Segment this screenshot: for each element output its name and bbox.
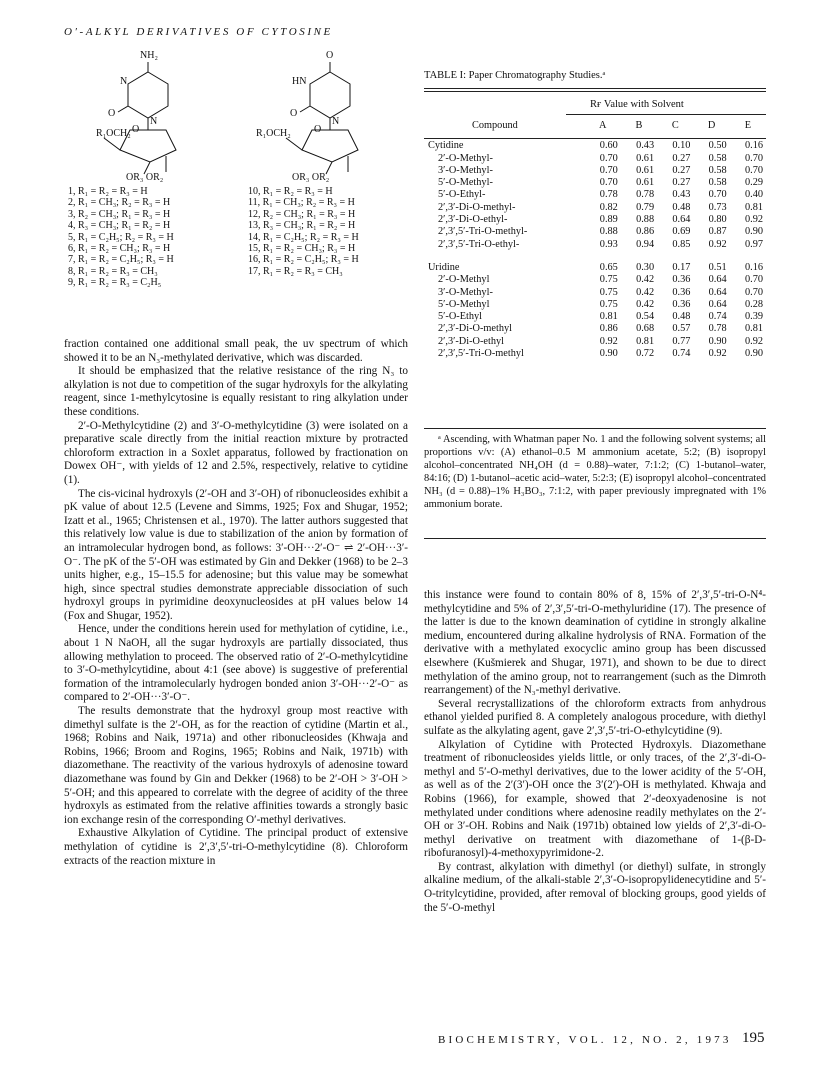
- table-top-rule: [424, 88, 766, 89]
- compound-entry: 3, R₂ = CH₃; R₁ = R₃ = H: [68, 208, 171, 220]
- rf-value-cell: 0.17: [672, 261, 691, 273]
- compound-name-cell: 5′-O-Methyl: [438, 298, 490, 310]
- compound-name-cell: 2′,3′-Di-O-ethyl: [438, 335, 504, 347]
- compound-name-cell: 2′,3′,5′-Tri-O-ethyl-: [438, 238, 520, 250]
- table-group-uridine: [424, 262, 766, 360]
- rf-value-cell: 0.54: [636, 311, 655, 323]
- table-row: [424, 189, 766, 201]
- journal-footer: BIOCHEMISTRY, VOL. 12, NO. 2, 1973: [438, 1034, 732, 1046]
- carbonyl-o-label: O: [108, 108, 116, 119]
- table-row: [424, 214, 766, 226]
- rf-value-cell: 0.27: [672, 152, 691, 164]
- rf-value-cell: 0.43: [636, 140, 655, 152]
- compound-name-cell: 2′,3′-Di-O-methyl: [438, 323, 512, 335]
- rf-value-cell: 0.80: [708, 214, 727, 226]
- rf-value-cell: 0.81: [744, 323, 763, 335]
- rf-value-cell: 0.70: [744, 164, 763, 176]
- table-row: [424, 262, 766, 274]
- rf-value-cell: 0.69: [672, 226, 691, 238]
- rf-value-cell: 0.78: [599, 189, 618, 201]
- page-number: 195: [742, 1030, 765, 1046]
- data-table: [424, 120, 766, 360]
- rf-value-cell: 0.61: [636, 152, 655, 164]
- paragraph: Several recrystallizations of the chloroform extracts from anhydrous ethanol yielded purified 8. A completely analogous procedure, with diethyl sulfate as the alkylating agent, gave 2′,3′,5′-tri-O-ethylcytidine (9).: [424, 697, 766, 737]
- carbonyl-top-label: O: [326, 50, 334, 61]
- rf-value-cell: 0.73: [708, 201, 727, 213]
- col-header: D: [707, 120, 716, 131]
- compound-name-cell: 2′,3′,5′-Tri-O-methyl: [438, 348, 524, 360]
- rf-value-cell: 0.70: [744, 286, 763, 298]
- table-row: [424, 348, 766, 360]
- compound-entry: 14, R₁ = C₂H₅; R₂ = R₃ = H: [248, 231, 359, 243]
- rf-value-cell: 0.64: [708, 298, 727, 310]
- carbonyl-o-label: O: [290, 108, 298, 119]
- compound-entry: 17, R₁ = R₂ = R₃ = CH₃: [248, 265, 343, 277]
- rf-value-cell: 0.61: [636, 164, 655, 176]
- compound-entry: 13, R₃ = CH₃; R₁ = R₂ = H: [248, 220, 356, 232]
- table-row: [424, 153, 766, 165]
- rf-value-cell: 0.68: [636, 323, 655, 335]
- ring-o-label: O: [132, 124, 140, 135]
- paragraph: The results demonstrate that the hydroxyl group most reactive with dimethyl sulfate is the 2′-OH, as for the reaction of cytidine (Martin et al., 1968; Robins and Naik, 1971a) and other ribonucleosides (Khwaja and Robins, 1966; Broom and Rogins, 1965; Robins and Naik, 1971b) with diazomethane. The reactivity of the various hydroxyls of adenosine toward diazomethane was found by Gin and Dekker (1968) to be 2′-OH > 3′-OH > 5′-OH; and this appeared to correlate with the degree of acidity of the three hydroxyls as estimated from the relative affinities towards a strongly basic ion exchange resin of the corresponding O′-methyl derivatives.: [64, 705, 408, 826]
- table-row: [424, 299, 766, 311]
- rf-value-cell: 0.58: [708, 164, 727, 176]
- rf-value-cell: 0.85: [672, 238, 691, 250]
- rf-value-cell: 0.75: [599, 286, 618, 298]
- table-title: TABLE I: Paper Chromatography Studies.ᵃ: [424, 70, 606, 81]
- rf-value-cell: 0.74: [672, 348, 691, 360]
- rf-value-cell: 0.81: [636, 335, 655, 347]
- rf-value-cell: 0.97: [744, 238, 763, 250]
- compound-entry: 9, R₁ = R₂ = R₃ = C₂H₅: [68, 277, 162, 289]
- rf-value-cell: 0.72: [636, 348, 655, 360]
- compound-entry: 1, R₁ = R₂ = R₃ = H: [68, 186, 148, 197]
- paragraph: Hence, under the conditions herein used for methylation of cytidine, i.e., about 1 N NaOH, all the sugar hydroxyls are partially dissociated, thus allowing methylation to proceed. The observed ratio of 2′-O-methylcytidine to 3′-O-methylcytidine, about 4:1 (see above) is suggestive of preferential formation of the intramolecularly hydrogen bonded anion 3′-OH···2′-O⁻ as compared to 2′-OH···3′-O⁻.: [64, 623, 408, 704]
- rf-value-cell: 0.81: [744, 201, 763, 213]
- ring-nh-label: HN: [292, 76, 307, 87]
- rf-value-cell: 0.10: [672, 140, 691, 152]
- rf-value-cell: 0.64: [672, 214, 691, 226]
- compound-name-cell: 3′-O-Methyl-: [438, 164, 493, 176]
- paragraph: fraction contained one additional small peak, the uv spectrum of which showed it to be an N₃-methylated derivative, which was discarded.: [64, 338, 408, 364]
- rf-value-cell: 0.90: [744, 348, 763, 360]
- rf-value-cell: 0.94: [636, 238, 655, 250]
- running-header: O′-ALKYL DERIVATIVES OF CYTOSINE: [64, 26, 333, 38]
- right-compound-list: [248, 186, 359, 277]
- footnote-bottom-rule: [424, 538, 766, 539]
- rf-value-cell: 0.36: [672, 274, 691, 286]
- rf-value-cell: 0.92: [708, 238, 727, 250]
- rf-value-cell: 0.79: [636, 201, 655, 213]
- rf-value-cell: 0.40: [744, 189, 763, 201]
- table-top-rule-2: [424, 91, 766, 92]
- rf-value-cell: 0.48: [672, 201, 691, 213]
- rf-value-cell: 0.70: [599, 152, 618, 164]
- rf-value-cell: 0.57: [672, 323, 691, 335]
- compound-entry: 11, R₁ = CH₃; R₂ = R₃ = H: [248, 197, 355, 209]
- rf-value-cell: 0.92: [599, 335, 618, 347]
- right-column-text: [424, 589, 766, 915]
- rf-group-header: Rғ Value with Solvent: [590, 99, 684, 110]
- rf-value-cell: 0.88: [599, 226, 618, 238]
- rf-value-cell: 0.93: [599, 238, 618, 250]
- compound-name-cell: 2′-O-Methyl-: [438, 152, 493, 164]
- rf-value-cell: 0.51: [708, 261, 727, 273]
- rf-value-cell: 0.58: [708, 177, 727, 189]
- right-sugar-labels: OR₃ OR₂: [292, 172, 330, 183]
- rf-value-cell: 0.78: [636, 189, 655, 201]
- rf-value-cell: 0.70: [744, 152, 763, 164]
- table-row: [424, 274, 766, 286]
- compound-name-cell: 2′,3′,5′-Tri-O-methyl-: [438, 226, 528, 238]
- compound-name-cell: 5′-O-Ethyl-: [438, 189, 486, 201]
- rf-value-cell: 0.27: [672, 177, 691, 189]
- compound-entry: 7, R₁ = R₂ = C₂H₅; R₃ = H: [68, 254, 174, 266]
- rf-value-cell: 0.77: [672, 335, 691, 347]
- table-row: [424, 287, 766, 299]
- rf-value-cell: 0.30: [636, 261, 655, 273]
- rf-value-cell: 0.86: [636, 226, 655, 238]
- table-row: [424, 311, 766, 323]
- paragraph: 2′-O-Methylcytidine (2) and 3′-O-methylcytidine (3) were isolated on a preparative scale directly from the initial reaction mixture by protracted chloroform extraction in a Soxlet apparatus, followed by fractionation on Dowex OH⁻, with yields of 12 and 2.5%, respectively, relative to cytidine (1).: [64, 419, 408, 486]
- compound-name-cell: 2′,3′-Di-O-ethyl-: [438, 214, 508, 226]
- table-row: [424, 226, 766, 238]
- table-row: [424, 336, 766, 348]
- rf-value-cell: 0.70: [708, 189, 727, 201]
- paragraph: Exhaustive Alkylation of Cytidine. The principal product of extensive methylation of cytidine is 2′,3′,5′-tri-O-methylcytidine (8). Chloroform extracts of the reaction mixture in: [64, 827, 408, 867]
- compound-name-cell: 5′-O-Methyl-: [438, 177, 493, 189]
- compound-name-cell: 2′,3′-Di-O-methyl-: [438, 201, 516, 213]
- paragraph: By contrast, alkylation with dimethyl (or diethyl) sulfate, in strongly alkaline medium, of the alkali-stable 2′,3′-O-isopropylidenecytidine and 5′-O-tritylcytidine, provided, after removal of blocking groups, good yields of the 5′-O-methyl: [424, 860, 766, 914]
- rf-value-cell: 0.81: [599, 311, 618, 323]
- table-header-row: [424, 120, 766, 132]
- compound-name-cell: 2′-O-Methyl: [438, 274, 490, 286]
- rf-value-cell: 0.61: [636, 177, 655, 189]
- rf-value-cell: 0.70: [599, 164, 618, 176]
- table-row: [424, 202, 766, 214]
- left-substituent-label: R₁OCH₂: [96, 128, 131, 139]
- table-row: [424, 140, 766, 152]
- rf-value-cell: 0.64: [708, 274, 727, 286]
- table-footnote: ᵃ Ascending, with Whatman paper No. 1 and the following solvent systems; all proportions v/v: (A) ethanol–0.5 M ammonium acetate, 5:2; (B) isopropyl alcohol–concentrated NH₄OH (d = 0.88)–water, 7:1:2; (C) 1-butanol–water, 84:16; (D) 1-butanol–acetic acid–water, 5:2:3; (E) isopropyl alcohol–concentrated NH₃ (d = 0.88)–1% H₃BO₃, 7:1:2, with paper previously impregnated with 1% ammonium borate.: [424, 434, 766, 510]
- col-header: C: [671, 120, 679, 131]
- rf-value-cell: 0.75: [599, 274, 618, 286]
- paragraph: this instance were found to contain 80% of 8, 15% of 2′,3′,5′-tri-O-N⁴-methylcytidine and 5% of 2′,3′,5′-tri-O-methyluridine (17). The presence of the latter is due to the known deamination of cytidine in strongly alkaline medium, encountered during alkaline hydrolysis of RNA. Formation of the derivative with a methylated exocyclic amino group has been discussed elsewhere (Kušmierek and Shugar, 1971), and shown to be due to direct methylation of the amino group, not to rearrangement (such as the Dimroth rearrangement) of the N₃-methyl derivative.: [424, 589, 766, 697]
- compound-entry: 5, R₁ = C₂H₅; R₂ = R₃ = H: [68, 231, 174, 243]
- amino-label: NH₂: [140, 50, 158, 61]
- left-sugar-labels: OR₃ OR₂: [126, 172, 164, 183]
- ring-n2-label: N: [332, 116, 340, 127]
- col-header: E: [744, 120, 751, 131]
- rf-value-cell: 0.70: [599, 177, 618, 189]
- compound-entry: 12, R₂ = CH₃; R₁ = R₃ = H: [248, 208, 356, 220]
- rf-value-cell: 0.88: [636, 214, 655, 226]
- compound-name-cell: Cytidine: [428, 140, 464, 152]
- right-substituent-label: R₁OCH₂: [256, 128, 291, 139]
- compound-entry: 2, R₁ = CH₃; R₂ = R₃ = H: [68, 197, 171, 209]
- table-row: [424, 165, 766, 177]
- rf-value-cell: 0.75: [599, 298, 618, 310]
- rf-value-cell: 0.86: [599, 323, 618, 335]
- rf-value-cell: 0.92: [744, 214, 763, 226]
- rf-value-cell: 0.27: [672, 164, 691, 176]
- table-row: [424, 177, 766, 189]
- rf-value-cell: 0.39: [744, 311, 763, 323]
- compound-entry: 16, R₁ = R₂ = C₂H₅; R₃ = H: [248, 254, 359, 266]
- ring-n2-label: N: [150, 116, 158, 127]
- rf-value-cell: 0.87: [708, 226, 727, 238]
- rf-value-cell: 0.92: [744, 335, 763, 347]
- rf-value-cell: 0.90: [744, 226, 763, 238]
- paragraph: The cis-vicinal hydroxyls (2′-OH and 3′-OH) of ribonucleosides exhibit a pK value of about 12.5 (Levene and Simms, 1925; Fox and Shugar, 1952; Izatt et al., 1965; Christensen et al., 1970). The latter authors suggested that this relatively low value is due to stabilization of the anion by formation of an intramolecular hydrogen bond, as follows: 3′-OH···2′-O⁻ ⇌ 2′-OH···3′-O⁻. The pK of the 5′-OH was estimated by Gin and Dekker (1968) to be 2–3 units higher, e.g., 15–15.5 for adenosine; but this value may be somewhat high, since spectral studies demonstrate appreciable dissociation of such hydroxyl groups in pyrimidine deoxynucleosides at pH values below 14 (Fox and Shugar, 1952).: [64, 487, 408, 622]
- compound-entry: 10, R₁ = R₂ = R₃ = H: [248, 186, 333, 197]
- rf-value-cell: 0.16: [744, 261, 763, 273]
- left-column-text: [64, 338, 408, 868]
- compound-name-cell: 5′-O-Ethyl: [438, 311, 483, 323]
- ring-o-label: O: [314, 124, 322, 135]
- rf-value-cell: 0.16: [744, 140, 763, 152]
- rf-value-cell: 0.42: [636, 298, 655, 310]
- rf-value-cell: 0.65: [599, 261, 618, 273]
- rf-value-cell: 0.58: [708, 152, 727, 164]
- paragraph: It should be emphasized that the relative resistance of the ring N₃ to alkylation is not due to competition of the sugar hydroxyls for the alkylating reagent, since 1-methylcytosine is equally resistant to ring alkylation under these conditions.: [64, 365, 408, 418]
- compound-entry: 15, R₁ = R₂ = CH₃; R₃ = H: [248, 243, 356, 255]
- col-header: B: [635, 120, 643, 131]
- table-group-cytidine: [424, 140, 766, 251]
- compound-entry: 4, R₃ = CH₃; R₁ = R₂ = H: [68, 220, 171, 232]
- rf-value-cell: 0.74: [708, 311, 727, 323]
- rf-value-cell: 0.48: [672, 311, 691, 323]
- rf-value-cell: 0.92: [708, 348, 727, 360]
- rf-value-cell: 0.42: [636, 286, 655, 298]
- rf-value-cell: 0.50: [708, 140, 727, 152]
- col-header-compound: Compound: [472, 120, 518, 131]
- ring-n-label: N: [120, 76, 128, 87]
- rf-value-cell: 0.36: [672, 286, 691, 298]
- paragraph: Alkylation of Cytidine with Protected Hydroxyls. Diazomethane treatment of ribonucleosides yields little, or only traces, of the 2′,3′-di-O-methyl and 5′-O-methyl derivatives, due to the lower acidity of the 5′-OH, as well as of the 2′(3′)-OH once the 3′(2′)-OH is methylated. Khwaja and Robins (1966), for example, showed that 2′-deoxyadenosine is not methylated under conditions where adenosine readily methylates on the 2′-OH or 3′-OH. Robins and Naik (1971b) obtained low yields of 2′,3′-di-O-methyl derivative on treatment with diazomethane of 1-(β-D-ribofuranosyl)-4-methoxypyrimidone-2.: [424, 738, 766, 860]
- table-footnote-block: [424, 433, 766, 511]
- rf-value-cell: 0.89: [599, 214, 618, 226]
- rf-value-cell: 0.28: [744, 298, 763, 310]
- compound-entry: 8, R₁ = R₂ = R₃ = CH₃: [68, 265, 158, 277]
- rf-value-cell: 0.60: [599, 140, 618, 152]
- table-bottom-rule: [424, 428, 766, 429]
- rf-value-cell: 0.42: [636, 274, 655, 286]
- rf-value-cell: 0.90: [599, 348, 618, 360]
- chromatography-table: [424, 120, 766, 360]
- left-compound-list: [68, 186, 174, 289]
- rf-value-cell: 0.36: [672, 298, 691, 310]
- col-header: A: [598, 120, 607, 131]
- compound-name-cell: Uridine: [428, 261, 460, 273]
- compound-entry: 6, R₁ = R₂ = CH₃; R₃ = H: [68, 243, 171, 255]
- rf-value-cell: 0.43: [672, 189, 691, 201]
- table-row: [424, 239, 766, 251]
- table-row: [424, 323, 766, 335]
- compound-name-cell: 3′-O-Methyl-: [438, 286, 493, 298]
- group-header-rule: [566, 114, 766, 115]
- rf-value-cell: 0.78: [708, 323, 727, 335]
- rf-value-cell: 0.82: [599, 201, 618, 213]
- rf-value-cell: 0.90: [708, 335, 727, 347]
- rf-value-cell: 0.29: [744, 177, 763, 189]
- rf-value-cell: 0.64: [708, 286, 727, 298]
- rf-value-cell: 0.70: [744, 274, 763, 286]
